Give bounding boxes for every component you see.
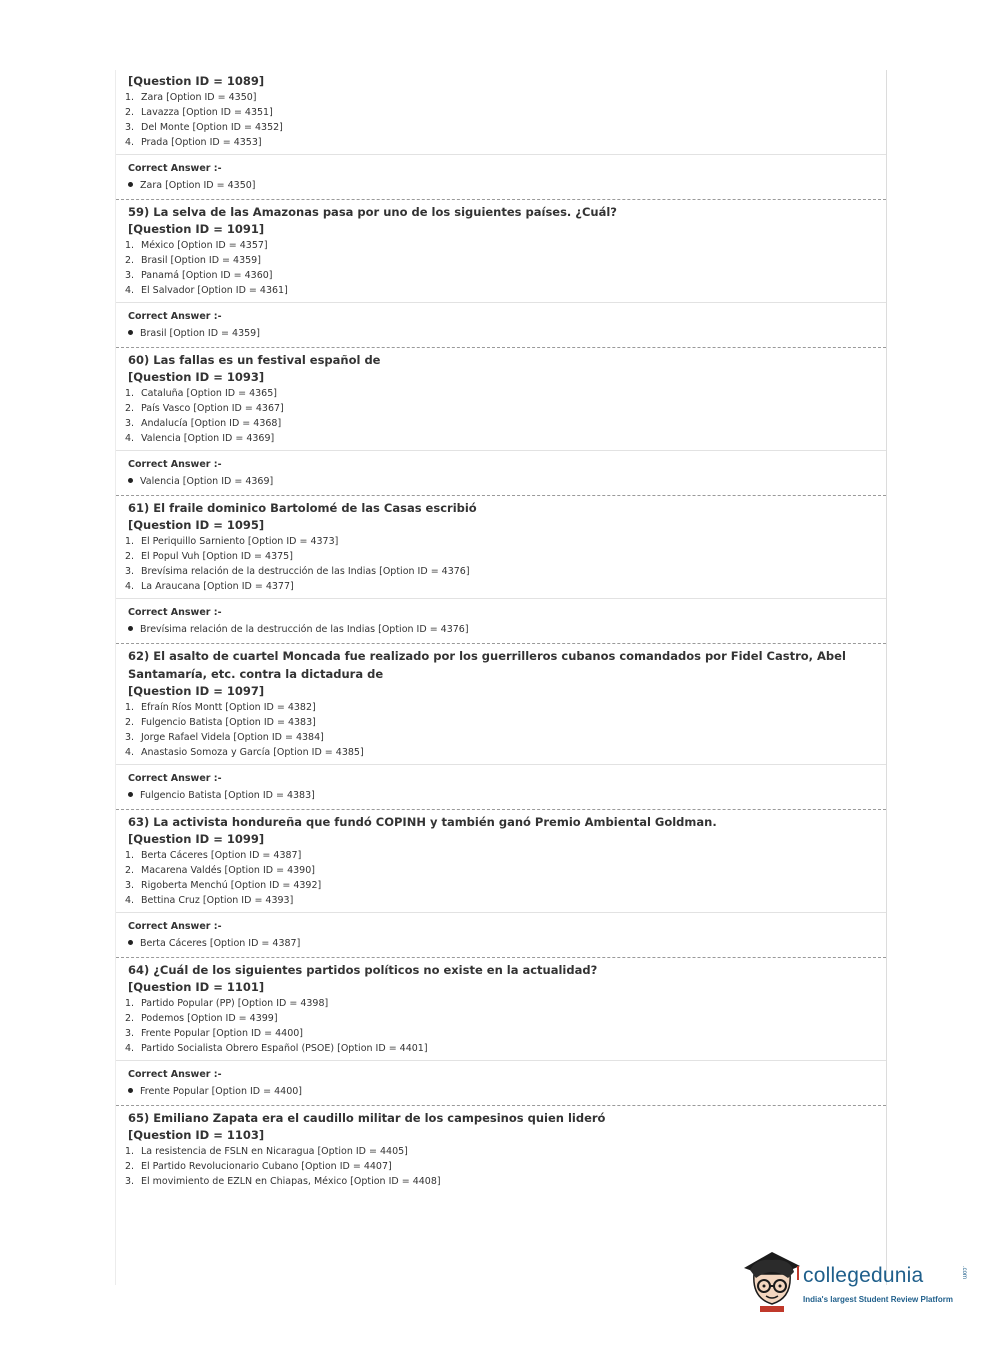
option-text: Del Monte [Option ID = 4352]	[141, 122, 283, 133]
question-section	[116, 810, 886, 912]
option-item	[125, 848, 874, 863]
option-number: 4.	[125, 433, 135, 444]
option-item	[125, 431, 874, 446]
option-text: El Periquillo Sarniento [Option ID = 4373]	[141, 536, 339, 547]
option-number: 4.	[125, 1043, 135, 1054]
bullet-icon	[128, 792, 133, 797]
option-item	[125, 1041, 874, 1056]
option-item	[125, 715, 874, 730]
option-item	[125, 549, 874, 564]
option-item	[125, 386, 874, 401]
question-text: 60) Las fallas es un festival español de	[128, 353, 381, 367]
question-id: [Question ID = 1093]	[128, 370, 265, 384]
correct-answer	[128, 178, 874, 194]
correct-answer-section	[116, 1060, 886, 1105]
option-text: El movimiento de EZLN en Chiapas, México [Option ID = 4408]	[141, 1176, 441, 1187]
correct-answer	[128, 622, 874, 638]
option-item	[125, 90, 874, 105]
option-text: Cataluña [Option ID = 4365]	[141, 388, 277, 399]
question-paper	[115, 70, 887, 1285]
question-block	[116, 810, 886, 958]
option-item	[125, 893, 874, 908]
option-text: Brasil [Option ID = 4359]	[141, 255, 261, 266]
question-block	[116, 1106, 886, 1193]
option-item	[125, 135, 874, 150]
correct-answer-section	[116, 912, 886, 957]
correct-answer-section	[116, 450, 886, 495]
option-number: 2.	[125, 107, 135, 118]
option-text: Panamá [Option ID = 4360]	[141, 270, 273, 281]
option-item	[125, 253, 874, 268]
correct-answer	[128, 474, 874, 490]
option-text: Fulgencio Batista [Option ID = 4383]	[141, 717, 316, 728]
option-text: Jorge Rafael Videla [Option ID = 4384]	[141, 732, 324, 743]
correct-answer-label: Correct Answer :-	[128, 607, 222, 618]
option-text: La Araucana [Option ID = 4377]	[141, 581, 294, 592]
bullet-icon	[128, 1088, 133, 1093]
option-text: Valencia [Option ID = 4369]	[141, 433, 275, 444]
correct-answer-text: Berta Cáceres [Option ID = 4387]	[140, 938, 301, 949]
option-number: 1.	[125, 1146, 135, 1157]
question-section	[116, 496, 886, 598]
option-text: Anastasio Somoza y García [Option ID = 4385]	[141, 747, 364, 758]
option-number: 3.	[125, 418, 135, 429]
option-item	[125, 730, 874, 745]
question-section	[116, 644, 886, 764]
correct-answer-label: Correct Answer :-	[128, 459, 222, 470]
option-number: 1.	[125, 388, 135, 399]
option-text: Partido Socialista Obrero Español (PSOE) [Option ID = 4401]	[141, 1043, 428, 1054]
option-text: Lavazza [Option ID = 4351]	[141, 107, 273, 118]
option-number: 3.	[125, 880, 135, 891]
option-number: 2.	[125, 865, 135, 876]
question-id: [Question ID = 1101]	[128, 980, 265, 994]
brand-tagline: India's largest Student Review Platform	[803, 1295, 953, 1304]
option-text: Podemos [Option ID = 4399]	[141, 1013, 278, 1024]
question-section	[116, 958, 886, 1060]
option-list	[125, 90, 874, 150]
question-text: 63) La activista hondureña que fundó COPINH y también ganó Premio Ambiental Goldman.	[128, 815, 717, 829]
brand-name: collegedunia	[803, 1264, 924, 1287]
correct-answer-text: Zara [Option ID = 4350]	[140, 180, 256, 191]
bullet-icon	[128, 182, 133, 187]
option-item	[125, 534, 874, 549]
option-number: 2.	[125, 1161, 135, 1172]
option-number: 1.	[125, 702, 135, 713]
question-text: 62) El asalto de cuartel Moncada fue realizado por los guerrilleros cubanos comandados por Fidel Castro, Abel Santamaría, etc. contra la dictadura de	[128, 649, 846, 681]
correct-answer-label: Correct Answer :-	[128, 311, 222, 322]
option-text: La resistencia de FSLN en Nicaragua [Option ID = 4405]	[141, 1146, 408, 1157]
question-id: [Question ID = 1103]	[128, 1128, 265, 1142]
correct-answer	[128, 1084, 874, 1100]
option-list	[125, 996, 874, 1056]
bullet-icon	[128, 478, 133, 483]
option-number: 4.	[125, 747, 135, 758]
correct-answer-section	[116, 598, 886, 643]
option-number: 1.	[125, 92, 135, 103]
option-text: Zara [Option ID = 4350]	[141, 92, 257, 103]
correct-answer-text: Brasil [Option ID = 4359]	[140, 328, 260, 339]
correct-answer-label: Correct Answer :-	[128, 163, 222, 174]
option-item	[125, 863, 874, 878]
option-number: 3.	[125, 122, 135, 133]
option-item	[125, 579, 874, 594]
correct-answer-text: Valencia [Option ID = 4369]	[140, 476, 274, 487]
correct-answer	[128, 788, 874, 804]
question-block	[116, 348, 886, 496]
option-number: 3.	[125, 1176, 135, 1187]
bullet-icon	[128, 940, 133, 945]
option-item	[125, 283, 874, 298]
option-list	[125, 386, 874, 446]
option-number: 2.	[125, 551, 135, 562]
question-block	[116, 70, 886, 200]
option-number: 1.	[125, 998, 135, 1009]
correct-answer	[128, 936, 874, 952]
bullet-icon	[128, 626, 133, 631]
option-text: El Partido Revolucionario Cubano [Option ID = 4407]	[141, 1161, 392, 1172]
question-id: [Question ID = 1099]	[128, 832, 265, 846]
question-text: 65) Emiliano Zapata era el caudillo militar de los campesinos quien lideró	[128, 1111, 606, 1125]
option-number: 3.	[125, 270, 135, 281]
correct-answer-label: Correct Answer :-	[128, 773, 222, 784]
brand-domain: .com	[961, 1266, 967, 1280]
question-id: [Question ID = 1097]	[128, 684, 265, 698]
option-text: Frente Popular [Option ID = 4400]	[141, 1028, 303, 1039]
option-text: Andalucía [Option ID = 4368]	[141, 418, 282, 429]
option-text: Brevísima relación de la destrucción de las Indias [Option ID = 4376]	[141, 566, 470, 577]
option-text: País Vasco [Option ID = 4367]	[141, 403, 284, 414]
correct-answer-section	[116, 764, 886, 809]
option-text: El Salvador [Option ID = 4361]	[141, 285, 288, 296]
correct-answer-label: Correct Answer :-	[128, 921, 222, 932]
option-number: 1.	[125, 536, 135, 547]
option-number: 3.	[125, 732, 135, 743]
option-number: 4.	[125, 895, 135, 906]
question-block	[116, 644, 886, 810]
option-item	[125, 878, 874, 893]
question-block	[116, 200, 886, 348]
correct-answer	[128, 326, 874, 342]
option-number: 4.	[125, 285, 135, 296]
option-item	[125, 745, 874, 760]
option-item	[125, 700, 874, 715]
option-item	[125, 1026, 874, 1041]
question-block	[116, 958, 886, 1106]
option-number: 1.	[125, 850, 135, 861]
option-list	[125, 848, 874, 908]
question-text: 64) ¿Cuál de los siguientes partidos políticos no existe en la actualidad?	[128, 963, 598, 977]
correct-answer-text: Brevísima relación de la destrucción de las Indias [Option ID = 4376]	[140, 624, 469, 635]
question-id: [Question ID = 1091]	[128, 222, 265, 236]
question-block	[116, 496, 886, 644]
option-list	[125, 534, 874, 594]
option-item	[125, 268, 874, 283]
option-item	[125, 1159, 874, 1174]
option-item	[125, 238, 874, 253]
option-item	[125, 105, 874, 120]
option-text: El Popul Vuh [Option ID = 4375]	[141, 551, 293, 562]
question-section	[116, 70, 886, 154]
option-text: Prada [Option ID = 4353]	[141, 137, 262, 148]
option-text: Rigoberta Menchú [Option ID = 4392]	[141, 880, 322, 891]
option-text: Efraín Ríos Montt [Option ID = 4382]	[141, 702, 316, 713]
option-item	[125, 1144, 874, 1159]
option-item	[125, 416, 874, 431]
question-section	[116, 348, 886, 450]
option-item	[125, 120, 874, 135]
correct-answer-text: Fulgencio Batista [Option ID = 4383]	[140, 790, 315, 801]
option-item	[125, 1174, 874, 1189]
option-list	[125, 238, 874, 298]
collegedunia-logo	[742, 1248, 972, 1318]
option-list	[125, 700, 874, 760]
correct-answer-text: Frente Popular [Option ID = 4400]	[140, 1086, 302, 1097]
question-text: 59) La selva de las Amazonas pasa por uno de los siguientes países. ¿Cuál?	[128, 205, 617, 219]
option-number: 3.	[125, 566, 135, 577]
option-item	[125, 401, 874, 416]
mascot-icon	[742, 1248, 802, 1312]
option-number: 2.	[125, 403, 135, 414]
question-section	[116, 200, 886, 302]
option-item	[125, 996, 874, 1011]
question-id: [Question ID = 1089]	[128, 74, 265, 88]
option-number: 2.	[125, 717, 135, 728]
option-text: Bettina Cruz [Option ID = 4393]	[141, 895, 294, 906]
option-number: 1.	[125, 240, 135, 251]
option-number: 2.	[125, 1013, 135, 1024]
bullet-icon	[128, 330, 133, 335]
correct-answer-section	[116, 302, 886, 347]
question-text: 61) El fraile dominico Bartolomé de las Casas escribió	[128, 501, 477, 515]
option-text: Berta Cáceres [Option ID = 4387]	[141, 850, 302, 861]
correct-answer-section	[116, 154, 886, 199]
option-text: Macarena Valdés [Option ID = 4390]	[141, 865, 315, 876]
option-number: 4.	[125, 581, 135, 592]
option-list	[125, 1144, 874, 1189]
option-number: 2.	[125, 255, 135, 266]
correct-answer-label: Correct Answer :-	[128, 1069, 222, 1080]
option-number: 4.	[125, 137, 135, 148]
option-text: México [Option ID = 4357]	[141, 240, 268, 251]
option-item	[125, 1011, 874, 1026]
option-text: Partido Popular (PP) [Option ID = 4398]	[141, 998, 329, 1009]
question-id: [Question ID = 1095]	[128, 518, 265, 532]
question-section	[116, 1106, 886, 1193]
option-item	[125, 564, 874, 579]
option-number: 3.	[125, 1028, 135, 1039]
